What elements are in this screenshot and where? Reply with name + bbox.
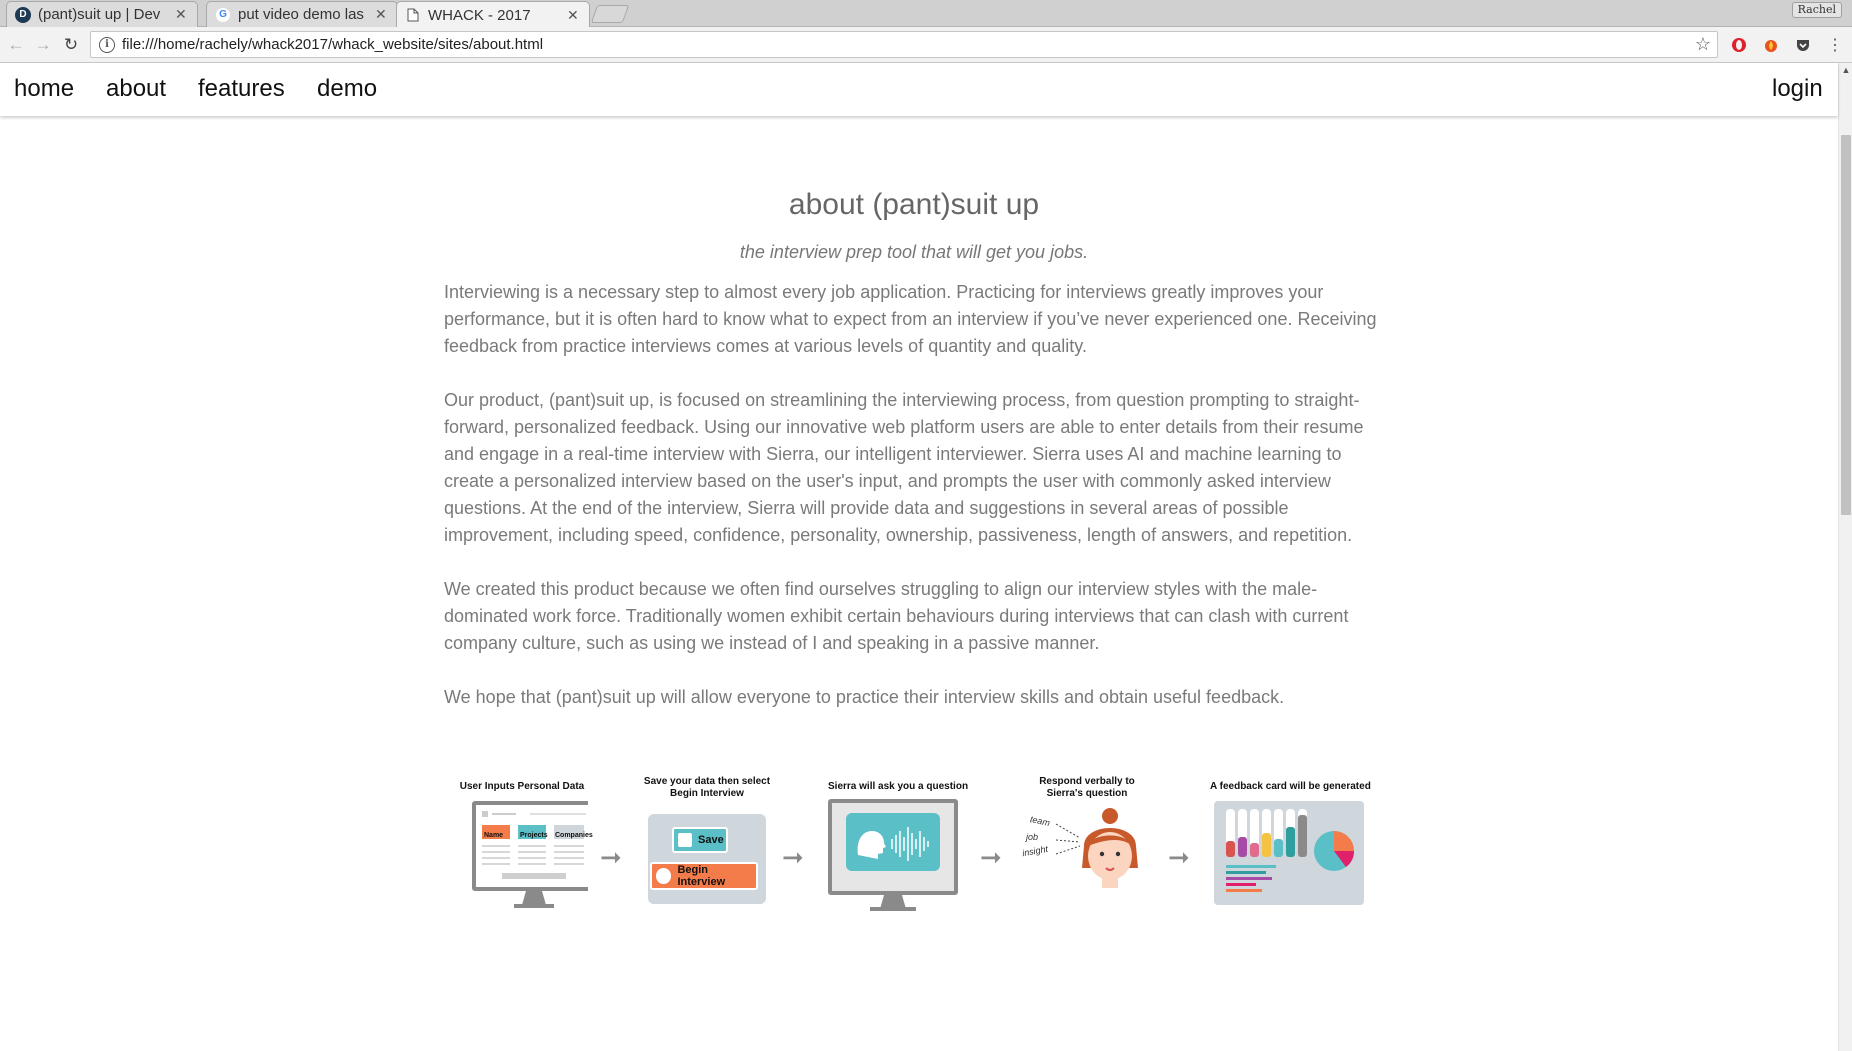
about-paragraph: We created this product because we often find ourselves struggling to align our interview styles with the male-dominated work force. Traditionally women exhibit certain behaviours during interviews that can clash with current company culture, such as using we instead of I and speaking in a passive manner. bbox=[444, 579, 1349, 653]
close-tab-icon[interactable]: ✕ bbox=[375, 6, 387, 22]
tab-title: put video demo las bbox=[238, 6, 364, 23]
tab-title: WHACK - 2017 bbox=[428, 6, 531, 24]
scrollbar-thumb[interactable] bbox=[1841, 135, 1851, 515]
field-projects-label: Projects bbox=[520, 832, 548, 839]
about-body bbox=[444, 279, 1384, 711]
tab-title: (pant)suit up | Dev bbox=[38, 6, 161, 23]
url-text[interactable]: file:///home/rachely/whack2017/whack_website/sites/about.html bbox=[122, 36, 544, 53]
scroll-up-icon[interactable]: ▲ bbox=[1841, 65, 1851, 75]
arrow-right-icon: ➞ bbox=[980, 842, 1002, 872]
word-team: team bbox=[1029, 814, 1051, 828]
address-bar[interactable] bbox=[90, 31, 1718, 58]
step-caption: A feedback card will be generated bbox=[1210, 781, 1371, 792]
step-feedback-card bbox=[1210, 776, 1371, 914]
arrow-right-icon: ➞ bbox=[600, 842, 622, 872]
field-name-label: Name bbox=[484, 832, 504, 839]
fire-extension-icon[interactable] bbox=[1762, 36, 1780, 54]
word-insight: insight bbox=[1021, 843, 1049, 859]
speech-lines-icon bbox=[1054, 820, 1084, 860]
save-label: Save bbox=[698, 834, 724, 846]
google-icon: G bbox=[215, 7, 231, 23]
step-input-data bbox=[456, 776, 588, 924]
back-icon[interactable]: ← bbox=[7, 35, 25, 54]
nav-login-link[interactable]: login bbox=[1772, 75, 1823, 102]
step-caption: Begin Interview bbox=[670, 788, 744, 799]
feedback-card-illustration bbox=[1210, 799, 1366, 909]
browser-tab-whack[interactable] bbox=[396, 1, 590, 28]
devpost-icon: D bbox=[15, 7, 31, 23]
close-tab-icon[interactable]: ✕ bbox=[175, 6, 187, 22]
step-caption: Sierra's question bbox=[1046, 788, 1128, 799]
browser-tab-devpost[interactable] bbox=[6, 1, 198, 27]
about-paragraph: Interviewing is a necessary step to almost every job application. Practicing for interviews greatly improves your performance, but it is often hard to know what to expect from an interview if you’ve never experienced one. Receiving feedback from practice interviews comes at various levels of quantity and quality. bbox=[444, 282, 1377, 356]
step-save-begin bbox=[642, 776, 772, 888]
nav-demo-link[interactable]: demo bbox=[317, 75, 378, 102]
browser-toolbar bbox=[0, 27, 1852, 63]
forward-icon[interactable]: → bbox=[34, 35, 52, 54]
opera-extension-icon[interactable] bbox=[1730, 36, 1748, 54]
page-scrollbar[interactable] bbox=[1838, 63, 1852, 1051]
step-caption: Save your data then select bbox=[643, 776, 771, 787]
step-respond-verbally bbox=[1021, 776, 1152, 859]
nav-home-link[interactable]: home bbox=[14, 75, 75, 102]
page-icon bbox=[405, 7, 421, 23]
reload-icon[interactable]: ↻ bbox=[63, 35, 79, 54]
word-job: job bbox=[1026, 832, 1039, 842]
bookmark-star-icon[interactable]: ☆ bbox=[1694, 34, 1711, 54]
process-infographic bbox=[444, 776, 1384, 946]
new-tab-button[interactable] bbox=[591, 5, 630, 23]
page-tagline: the interview prep tool that will get you jobs. bbox=[739, 242, 1089, 262]
site-navbar bbox=[0, 63, 1838, 116]
profile-button[interactable]: Rachel bbox=[1792, 2, 1842, 18]
about-paragraph: Our product, (pant)suit up, is focused on streamlining the interviewing process, from question prompting to straight-forward, personalized feedback. Using our innovative web platform users are able to enter details from their resume and engage in a real-time interview with Sierra, our intelligent interviewer. Sierra uses AI and machine learning to create a personalized interview based on the user's input, and prompts the user with commonly asked interview questions. At the end of the interview, Sierra will provide data and suggestions in several areas of possible improvement, including speed, confidence, personality, ownership, passiveness, length of answers, and repetition. bbox=[444, 390, 1364, 545]
arrow-right-icon: ➞ bbox=[782, 842, 804, 872]
illustration-save-button bbox=[672, 827, 728, 853]
step-caption: User Inputs Personal Data bbox=[459, 781, 585, 792]
about-section bbox=[444, 116, 1384, 738]
save-icon bbox=[678, 833, 692, 847]
pocket-extension-icon[interactable] bbox=[1794, 36, 1812, 54]
menu-icon[interactable]: ⋮ bbox=[1827, 37, 1843, 54]
monitor-voice-illustration bbox=[828, 797, 958, 917]
info-icon[interactable]: i bbox=[99, 37, 115, 53]
arrow-right-icon: ➞ bbox=[1168, 842, 1190, 872]
browser-tab-bar bbox=[0, 0, 1852, 27]
page-title: about (pant)suit up bbox=[788, 188, 1040, 221]
step-caption: Sierra will ask you a question bbox=[828, 781, 969, 792]
browser-tab-google[interactable] bbox=[206, 1, 398, 27]
monitor-form-illustration bbox=[456, 799, 588, 919]
step-sierra-asks bbox=[828, 776, 969, 922]
nav-features-link[interactable]: features bbox=[198, 75, 285, 102]
begin-label: Begin Interview bbox=[677, 864, 726, 888]
mic-icon bbox=[656, 868, 671, 884]
field-companies-label: Companies bbox=[555, 832, 593, 839]
step-caption: Respond verbally to bbox=[1039, 776, 1135, 787]
close-tab-icon[interactable]: ✕ bbox=[567, 6, 579, 23]
about-paragraph: We hope that (pant)suit up will allow everyone to practice their interview skills and obtain useful feedback. bbox=[444, 687, 1285, 707]
illustration-begin-button bbox=[650, 862, 758, 890]
nav-about-link[interactable]: about bbox=[106, 75, 167, 102]
